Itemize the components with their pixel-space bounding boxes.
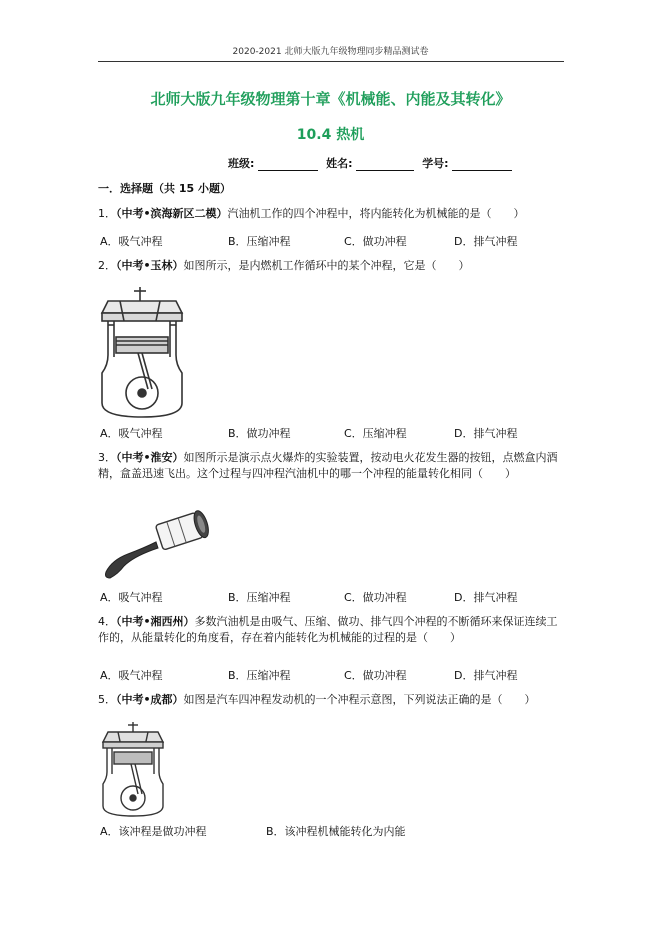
- option-b: B．该冲程机械能转化为内能: [266, 825, 406, 838]
- question-source: （中考•成都）: [116, 693, 184, 706]
- page-header: 2020-2021 北师大版九年级物理同步精品测试卷: [232, 47, 429, 57]
- question-text: 如图所示是演示点火爆炸的实验装置，按动电火花发生器的按钮，点燃盒内酒精，盒盖迅速飞出。这个过程与四冲程汽油机中的哪一个冲程的能量转化相同（ ）: [98, 451, 558, 480]
- option-a: A．该冲程是做功冲程: [100, 825, 207, 838]
- option-b: B．压缩冲程: [228, 591, 291, 604]
- question-text: 多数汽油机是由吸气、压缩、做功、排气四个冲程的不断循环来保证连续工作的，从能量转化的角度看，存在着内能转化为机械能的过程的是（ ）: [98, 615, 558, 644]
- option-d: D．排气冲程: [454, 235, 518, 248]
- student-info-line: [228, 155, 516, 171]
- question-text: 汽油机工作的四个冲程中，将内能转化为机械能的是（ ）: [227, 207, 525, 220]
- question-source: （中考•玉林）: [116, 259, 184, 272]
- question-text: 如图是汽车四冲程发动机的一个冲程示意图，下列说法正确的是（ ）: [183, 693, 536, 706]
- option-d: D．排气冲程: [454, 669, 518, 682]
- question-number: 2．: [98, 259, 116, 272]
- option-b: B．压缩冲程: [228, 669, 291, 682]
- option-b: B．压缩冲程: [228, 235, 291, 248]
- option-c: C．压缩冲程: [344, 427, 407, 440]
- option-c: C．做功冲程: [344, 669, 407, 682]
- option-a: A．吸气冲程: [100, 591, 163, 604]
- document-title: 北师大版九年级物理第十章《机械能、内能及其转化》: [150, 90, 511, 108]
- question-source: （中考•湘西州）: [116, 615, 195, 628]
- question-5: [98, 692, 568, 708]
- question-number: 3．: [98, 451, 116, 464]
- question-4: [98, 614, 568, 646]
- option-a: A．吸气冲程: [100, 235, 163, 248]
- engine-cylinder-figure-1: [98, 285, 186, 420]
- option-a: A．吸气冲程: [100, 427, 163, 440]
- section-heading: 一．选择题（共 15 小题）: [98, 182, 231, 195]
- document-subtitle: 10.4 热机: [296, 127, 365, 143]
- question-number: 1．: [98, 207, 116, 220]
- id-label: 学号:: [422, 157, 449, 170]
- name-label: 姓名:: [326, 157, 353, 170]
- class-label: 班级:: [228, 157, 255, 170]
- question-number: 4．: [98, 615, 116, 628]
- question-2: [98, 258, 568, 274]
- class-blank: [258, 158, 318, 171]
- question-3: [98, 450, 568, 482]
- name-blank: [356, 158, 414, 171]
- header-divider: [98, 61, 564, 62]
- ignition-explosion-device-figure: [98, 502, 220, 580]
- question-number: 5．: [98, 693, 116, 706]
- engine-cylinder-figure-2: [100, 720, 166, 818]
- option-b: B．做功冲程: [228, 427, 291, 440]
- question-text: 如图所示，是内燃机工作循环中的某个冲程，它是（ ）: [183, 259, 470, 272]
- option-d: D．排气冲程: [454, 591, 518, 604]
- question-source: （中考•滨海新区二模）: [116, 207, 228, 220]
- option-c: C．做功冲程: [344, 591, 407, 604]
- option-a: A．吸气冲程: [100, 669, 163, 682]
- question-source: （中考•淮安）: [116, 451, 184, 464]
- question-1: [98, 206, 568, 222]
- id-blank: [452, 158, 512, 171]
- option-c: C．做功冲程: [344, 235, 407, 248]
- option-d: D．排气冲程: [454, 427, 518, 440]
